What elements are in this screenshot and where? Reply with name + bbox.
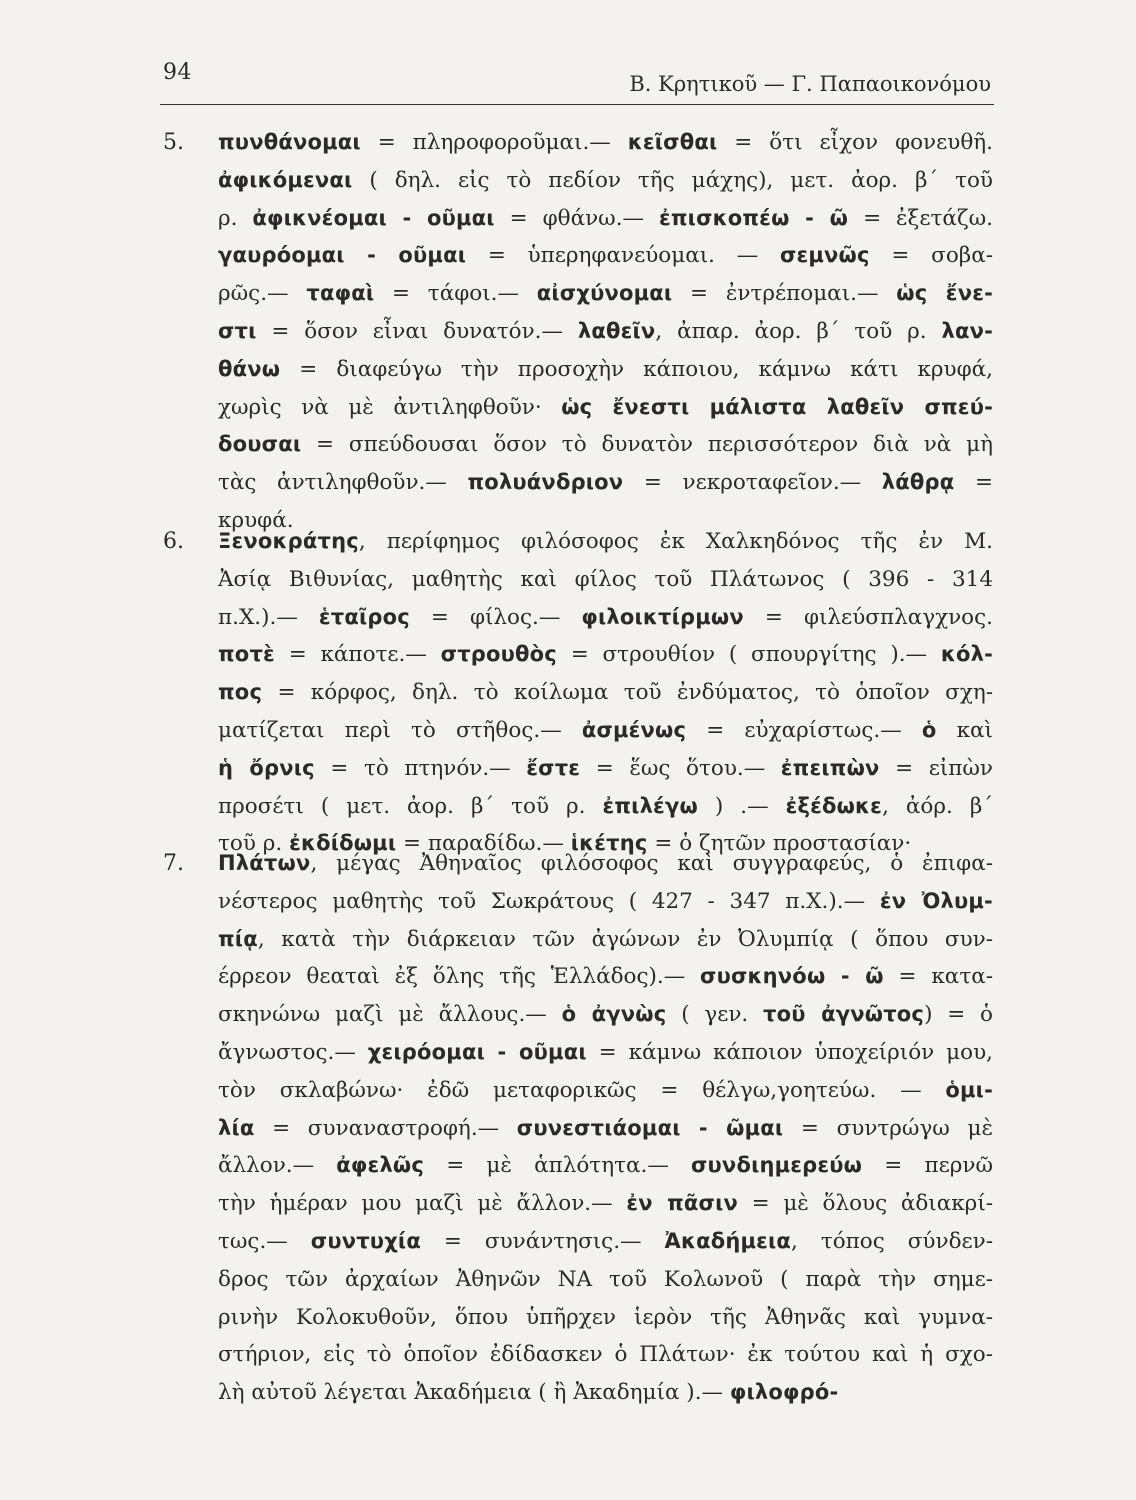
text-line [218,845,993,883]
headword: ἀφελῶς [336,1153,425,1178]
gloss-text: = κατα- [883,964,993,990]
gloss-text: = σοβα- [869,243,993,269]
headword: κόλ- [940,642,993,667]
text-line [218,1223,993,1261]
text-line [218,1110,993,1148]
text-line [218,389,993,427]
headword: ἐπιλέγω [602,793,698,818]
gloss-text: π.Χ.).— [218,604,319,630]
gloss-text: νέστερος μαθητὴς τοῦ Σωκράτους ( 427 - 347 π.Χ.).— [218,888,880,914]
headword: γαυρόομαι - οῦμαι [218,243,467,268]
text-line [218,124,993,162]
headword: στι [218,318,257,343]
note-number: 5. [163,130,184,155]
headword: ἔστε [526,755,581,780]
gloss-text: ρινὴν Κολοκυθοῦν, ὅπου ὑπῆρχεν ἱερὸν τῆς Ἀθηνᾶς καὶ γυμνα- [218,1304,993,1330]
gloss-text: ματίζεται περὶ τὸ στῆθος.— [218,717,582,743]
headword: θάνω [218,356,281,381]
headword: λαθεῖν [577,318,656,343]
gloss-text: έρρεον θεαταὶ ἐξ ὅλης τῆς Ἑλλάδος).— [218,964,701,990]
gloss-text: δρος τῶν ἀρχαίων Ἀθηνῶν ΝΑ τοῦ Κολωνοῦ ( παρὰ τὴν σημε- [218,1266,993,1292]
note-body [218,845,993,1412]
headword: λαν- [941,318,993,343]
text-line [218,750,993,788]
headword: ἐπισκοπέω - ῶ [658,205,849,230]
gloss-text: Ἀσίᾳ Βιθυνίας, μαθητὴς καὶ φίλος τοῦ Πλάτωνος ( 396 - 314 [218,566,993,592]
gloss-text: = συναναστροφή.— [254,1115,517,1141]
note-number: 7. [163,851,184,876]
text-line [218,426,993,464]
text-line [218,1034,993,1072]
headword: ὁ [921,717,937,742]
gloss-text: ) .— [697,793,786,819]
gloss-text: ρῶς.— [218,281,307,307]
gloss-text: χωρὶς νὰ μὲ ἀντιληφθοῦν· [218,394,562,420]
running-head: Β. Κρητικοῦ — Γ. Παπαοικονόμου [629,72,991,96]
headword: χειρόομαι - οῦμαι [367,1039,587,1064]
headword: Πλάτων [218,851,311,875]
text-line [218,674,993,712]
headword: ἀφικόμεναι [218,167,353,192]
headword: ὁμι- [945,1077,993,1102]
gloss-text: = μὲ ἁπλότητα.— [424,1153,691,1179]
gloss-text: τοῦ ρ. [218,831,290,857]
gloss-text: ρ. [218,205,253,231]
text-line [218,788,993,826]
gloss-text: = πληροφοροῦμαι.— [360,130,628,155]
headword: αἰσχύνομαι [536,281,673,306]
headword: ἡ ὄρνις [218,755,315,780]
gloss-text: = εὐχαρίστως.— [686,717,922,743]
headword: ἐν Ὀλυμ- [879,888,993,913]
gloss-text: = συνάντησις.— [420,1228,665,1254]
headword: δουσαι [218,432,302,457]
headword: ἐξέδωκε [785,793,883,818]
headword: στρουθὸς [440,642,557,667]
text-line [218,996,993,1034]
text-line [218,712,993,750]
text-line [218,1299,993,1337]
text-line [218,1336,993,1374]
gloss-text: ἄγνωστος.— [218,1039,368,1065]
headword: κεῖσθαι [627,130,718,154]
gloss-text: , περίφημος φιλόσοφος ἐκ Χαλκηδόνος τῆς ἐν Μ. [358,529,993,554]
gloss-text: ( γεν. [666,1002,764,1028]
headword: ἱκέτης [570,831,648,856]
header-rule [160,104,994,105]
gloss-text: καὶ [936,717,993,743]
gloss-text: = [954,470,993,496]
text-line [218,1072,993,1110]
headword: ὡς ἔνε- [896,281,994,306]
gloss-text: ( δηλ. εἰς τὸ πεδίον τῆς μάχης), μετ. ἀορ. β΄ τοῦ [352,167,993,193]
headword: Ἀκαδήμεια [664,1228,792,1253]
headword: σεμνῶς [779,243,870,268]
text-line [218,958,993,996]
gloss-text: = ἐντρέπομαι.— [672,281,897,307]
gloss-text: σκηνώνω μαζὶ μὲ ἄλλους.— [218,1002,562,1028]
text-line [218,636,993,674]
headword: ὁ ἀγνὼς [561,1002,667,1027]
text-line [218,1147,993,1185]
gloss-text: κρυφά. [218,507,294,533]
headword: τοῦ ἀγνῶτος [763,1002,925,1027]
gloss-text: = κάμνω κάποιον ὑποχείριόν μου, [586,1039,993,1065]
gloss-text: = τάφοι.— [374,281,537,307]
headword: λάθρᾳ [881,470,955,495]
gloss-text: = ἐξετάζω. [848,205,993,231]
gloss-text: = κόρφος, δηλ. τὸ κοίλωμα τοῦ ἐνδύματος, τὸ ὁποῖον σχη- [262,680,993,706]
headword: πολυάνδριον [467,470,624,495]
gloss-text: = ἕως ὅτου.— [580,755,781,781]
text-line [218,275,993,313]
note-number: 6. [163,529,184,554]
text-line [218,464,993,502]
gloss-text: = συντρώγω μὲ [783,1115,993,1141]
gloss-text: τως.— [218,1228,311,1254]
gloss-text: = φθάνω.— [494,205,659,231]
gloss-text: = ὑπερηφανεύομαι. — [466,243,780,269]
gloss-text: = περνῶ [862,1153,993,1179]
gloss-text: , τόπος σύνδεν- [791,1228,993,1254]
gloss-text: , ἀόρ. β΄ [882,793,993,819]
gloss-text: = φιλεύσπλαγχνος. [743,604,993,630]
gloss-text: τὴν ἡμέραν μου μαζὶ μὲ ἄλλον.— [218,1191,627,1217]
headword: πυνθάνομαι [218,130,361,154]
text-line [218,1185,993,1223]
note-5 [163,124,993,540]
gloss-text: = τὸ πτηνόν.— [314,755,527,781]
headword: συνδιημερεύω [691,1153,863,1178]
headword: πίᾳ [218,926,258,951]
gloss-text: ) = ὁ [924,1002,994,1028]
headword: συντυχία [310,1228,421,1253]
gloss-text: = παραδίδω.— [396,831,571,857]
headword: ἐν πᾶσιν [626,1191,738,1216]
headword: ἐπειπὼν [780,755,880,780]
gloss-text: = ὅτι εἶχον φονευθῆ. [717,130,993,155]
gloss-text: = φίλος.— [409,604,582,630]
headword: ἀσμένως [581,717,687,742]
gloss-text: , κατὰ τὴν διάρκειαν τῶν ἀγώνων ἐν Ὀλυμπίᾳ ( ὅπου συν- [257,926,993,952]
headword: ποτὲ [218,642,275,667]
note-body [218,523,993,863]
text-line [218,162,993,200]
headword: φιλοικτίρμων [581,604,744,629]
headword: πος [218,680,263,705]
note-7 [163,845,993,1412]
gloss-text: = εἰπὼν [879,755,994,781]
gloss-text: = ὅσον εἶναι δυνατόν.— [256,318,578,344]
headword: λία [218,1115,255,1140]
page-number: 94 [163,60,192,85]
gloss-text: προσέτι ( μετ. ἀορ. β΄ τοῦ ρ. [218,793,603,819]
text-line [218,313,993,351]
text-line [218,883,993,921]
text-line [218,523,993,561]
gloss-text: τὸν σκλαβώνω· ἐδῶ μεταφορικῶς = θέλγω,γοητεύω. — [218,1077,946,1103]
headword: ἀφικνέομαι - οῦμαι [252,205,495,230]
gloss-text: , μέγας Ἀθηναῖος φιλόσοφος καὶ συγγραφεύς, ὁ ἐπιφα- [310,851,993,876]
headword: ἐκδίδωμι [289,831,397,856]
text-line [218,351,993,389]
headword: ταφαὶ [306,281,375,306]
headword: συνεστιάομαι - ῶμαι [516,1115,784,1140]
note-6 [163,523,993,863]
gloss-text: = μὲ ὅλους ἀδιακρί- [737,1191,994,1217]
text-line [218,237,993,275]
headword: ὡς ἔνεστι μάλιστα λαθεῖν σπεύ- [561,394,993,419]
gloss-text: = διαφεύγω τὴν προσοχὴν κάποιου, κάμνω κάτι κρυφά, [280,356,993,382]
gloss-text: = νεκροταφεῖον.— [623,470,882,496]
headword: φιλοφρό- [729,1380,839,1405]
text-line [218,599,993,637]
text-line [218,921,993,959]
text-line [218,1374,993,1412]
text-line [218,200,993,238]
text-line [218,1261,993,1299]
headword: Ξενοκράτης [218,529,359,553]
gloss-text: = κάποτε.— [274,642,441,668]
gloss-text: = στρουθίον ( σπουργίτης ).— [556,642,941,668]
gloss-text: λὴ αὐτοῦ λέγεται Ἀκαδήμεια ( ἢ Ἀκαδημία ).— [218,1380,730,1406]
gloss-text: τὰς ἀντιληφθοῦν.— [218,470,468,496]
gloss-text: στήριον, εἰς τὸ ὁποῖον ἐδίδασκεν ὁ Πλάτων· ἐκ τούτου καὶ ἡ σχο- [218,1342,993,1368]
gloss-text: = ὁ ζητῶν προστασίαν· [647,831,912,857]
headword: ἑταῖρος [318,604,410,629]
gloss-text: , ἀπαρ. ἀορ. β΄ τοῦ ρ. [655,318,942,344]
gloss-text: ἄλλον.— [218,1153,337,1179]
text-line [218,561,993,599]
note-body [218,124,993,540]
gloss-text: = σπεύδουσαι ὅσον τὸ δυνατὸν περισσότερον διὰ νὰ μὴ [301,432,993,458]
headword: συσκηνόω - ῶ [700,964,884,989]
